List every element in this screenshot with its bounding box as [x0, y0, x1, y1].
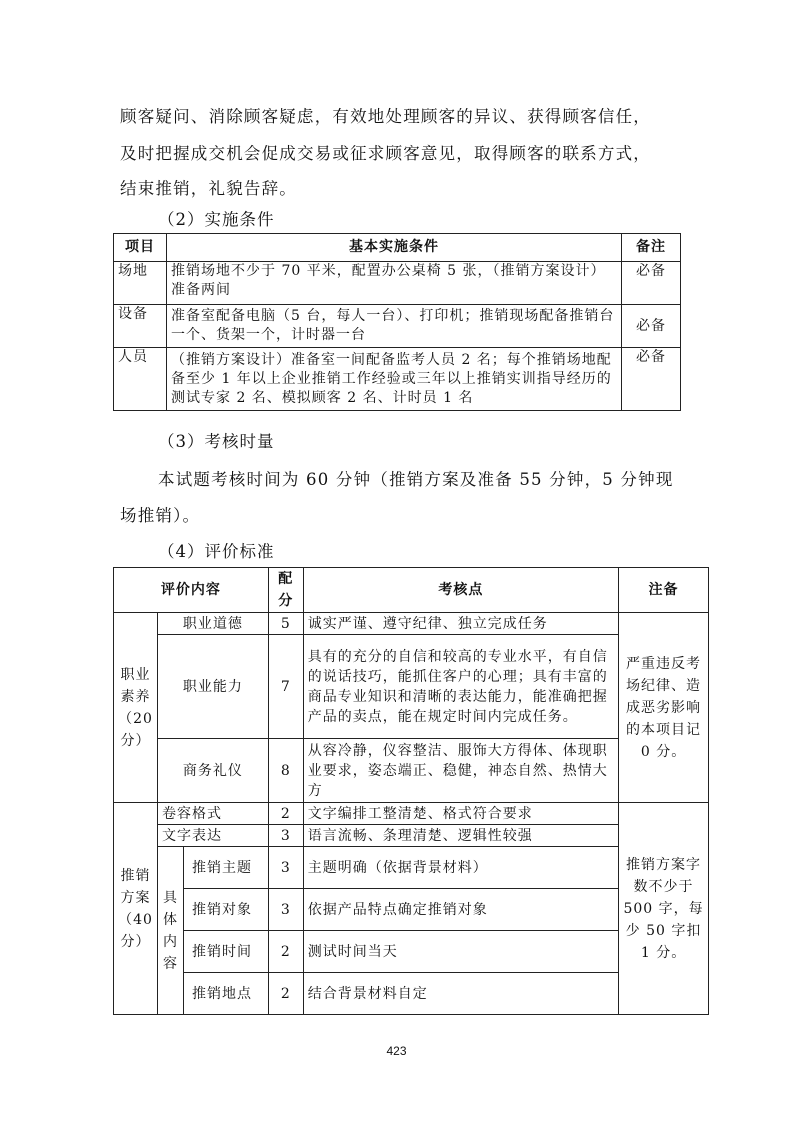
col-header-note: 备注 — [622, 234, 681, 262]
row-name: 商务礼仪 — [157, 739, 268, 803]
col-header-item: 项目 — [114, 234, 167, 262]
intro-line-1: 顾客疑问、消除顾客疑虑，有效地处理顾客的异议、获得顾客信任， — [120, 107, 651, 126]
row-score: 2 — [268, 931, 303, 973]
row-point: 具有的充分的自信和较高的专业水平，有自信的说话技巧，能抓住客户的心理；具有丰富的商品专业知识和清晰的表达能力，能准确把握产品的卖点，能在规定时间内完成任务。 — [303, 635, 618, 739]
row-score: 7 — [268, 635, 303, 739]
row-condition: 准备室配备电脑（5 台，每人一台）、打印机；推销现场配备推销台一个、货架一个，计时器一台 — [167, 305, 622, 348]
group-note-plan: 推销方案字数不少于 500 字，每少 50 字扣 1 分。 — [619, 803, 709, 1015]
table-row — [114, 613, 709, 635]
row-name: 职业道德 — [157, 613, 268, 635]
col-header-points: 考核点 — [303, 568, 618, 613]
page-number: 423 — [386, 1044, 407, 1058]
intro-line-3: 结束推销，礼貌告辞。 — [120, 179, 297, 198]
group-note-professional: 严重违反考场纪律、造成恶劣影响的本项目记 0 分。 — [619, 613, 709, 803]
time-line-1: 本试题考核时间为 60 分钟（推销方案及准备 55 分钟，5 分钟现 — [158, 470, 674, 489]
section-heading-conditions: （2）实施条件 — [158, 210, 275, 229]
row-name: 职业能力 — [157, 635, 268, 739]
row-point: 测试时间当天 — [303, 931, 618, 973]
section-heading-evaluation: （4）评价标准 — [158, 542, 275, 561]
row-point: 结合背景材料自定 — [303, 973, 618, 1015]
row-point: 主题明确（依据背景材料） — [303, 847, 618, 889]
row-score: 2 — [268, 803, 303, 825]
conditions-table — [113, 233, 681, 411]
row-point: 文字编排工整清楚、格式符合要求 — [303, 803, 618, 825]
col-header-score: 配分 — [268, 568, 303, 613]
group-label-plan: 推销方案（40分） — [114, 803, 158, 1015]
row-score: 3 — [268, 889, 303, 931]
col-header-note: 注备 — [619, 568, 709, 613]
intro-line-2: 及时把握成交机会促成交易或征求顾客意见，取得顾客的联系方式， — [120, 144, 651, 163]
group-label-professional: 职业素养（20分） — [114, 613, 158, 803]
table-row — [114, 262, 681, 305]
table-row — [114, 305, 681, 348]
col-header-condition: 基本实施条件 — [167, 234, 622, 262]
table-row — [114, 803, 709, 825]
time-line-2: 场推销）。 — [120, 506, 201, 525]
row-point: 诚实严谨、遵守纪律、独立完成任务 — [303, 613, 618, 635]
row-item: 场地 — [114, 262, 167, 305]
col-header-content: 评价内容 — [114, 568, 269, 613]
row-name: 卷容格式 — [157, 803, 268, 825]
row-name: 推销时间 — [183, 931, 268, 973]
row-score: 3 — [268, 847, 303, 889]
table-row — [114, 348, 681, 411]
row-name: 推销对象 — [183, 889, 268, 931]
row-name: 推销地点 — [183, 973, 268, 1015]
row-score: 5 — [268, 613, 303, 635]
row-condition: 推销场地不少于 70 平米，配置办公桌椅 5 张，（推销方案设计）准备两间 — [167, 262, 622, 305]
row-item: 设备 — [114, 305, 167, 348]
section-heading-time: （3）考核时量 — [158, 432, 275, 451]
row-condition: （推销方案设计）准备室一间配备监考人员 2 名；每个推销场地配备至少 1 年以上企业推销工作经验或三年以上推销实训指导经历的测试专家 2 名、模拟顾客 2 名、计时员 1 名 — [167, 348, 622, 411]
row-note: 必备 — [622, 348, 681, 411]
row-point: 从容冷静，仪容整洁、服饰大方得体、体现职业要求，姿态端正、稳健，神态自然、热情大方 — [303, 739, 618, 803]
row-score: 3 — [268, 825, 303, 847]
row-point: 语言流畅、条理清楚、逻辑性较强 — [303, 825, 618, 847]
evaluation-table — [113, 567, 709, 1015]
row-note: 必备 — [622, 262, 681, 305]
row-item: 人员 — [114, 348, 167, 411]
row-score: 2 — [268, 973, 303, 1015]
row-point: 依据产品特点确定推销对象 — [303, 889, 618, 931]
sub-label-content: 具体内容 — [157, 847, 183, 1015]
row-note: 必备 — [622, 305, 681, 348]
row-name: 推销主题 — [183, 847, 268, 889]
row-name: 文字表达 — [157, 825, 268, 847]
row-score: 8 — [268, 739, 303, 803]
